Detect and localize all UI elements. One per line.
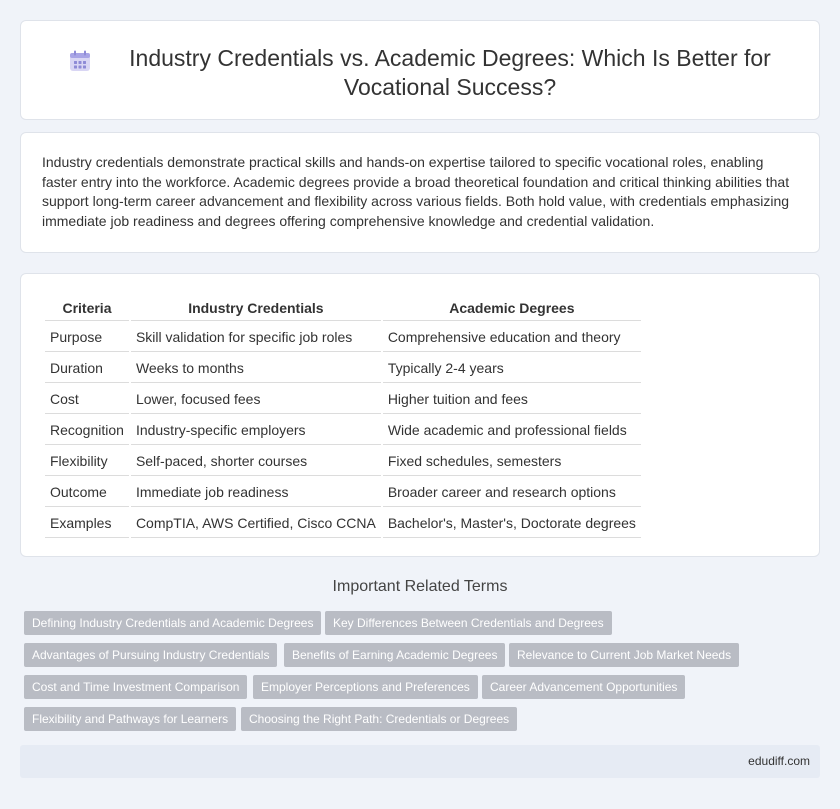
- table-cell: Wide academic and professional fields: [383, 416, 641, 445]
- table-cell: Broader career and research options: [383, 478, 641, 507]
- table-cell: Weeks to months: [131, 354, 381, 383]
- related-terms-heading: Important Related Terms: [332, 578, 508, 595]
- comparison-table: [43, 293, 643, 540]
- table-cell: Bachelor's, Master's, Doctorate degrees: [383, 509, 641, 538]
- related-term-tag[interactable]: Choosing the Right Path: Credentials or Degrees: [241, 707, 517, 731]
- table-cell: CompTIA, AWS Certified, Cisco CCNA: [131, 509, 381, 538]
- related-term-tag[interactable]: Relevance to Current Job Market Needs: [509, 643, 739, 667]
- table-cell: Self-paced, shorter courses: [131, 447, 381, 476]
- related-term-tag[interactable]: Flexibility and Pathways for Learners: [24, 707, 236, 731]
- table-row: [45, 509, 641, 538]
- table-cell: Lower, focused fees: [131, 385, 381, 414]
- column-header-academic-degrees: Academic Degrees: [383, 295, 641, 321]
- table-row: [45, 416, 641, 445]
- comparison-card: [20, 273, 820, 557]
- table-cell: Duration: [45, 354, 129, 383]
- table-row: [45, 478, 641, 507]
- table-row: [45, 323, 641, 352]
- table-cell: Fixed schedules, semesters: [383, 447, 641, 476]
- related-term-tag[interactable]: Employer Perceptions and Preferences: [253, 675, 478, 699]
- table-cell: Examples: [45, 509, 129, 538]
- table-row: [45, 354, 641, 383]
- related-term-tag[interactable]: Key Differences Between Credentials and Degrees: [325, 611, 612, 635]
- footer-site-name: edudiff.com: [748, 754, 810, 768]
- table-cell: Immediate job readiness: [131, 478, 381, 507]
- table-cell: Outcome: [45, 478, 129, 507]
- title-card: [20, 20, 820, 120]
- related-term-tag[interactable]: Career Advancement Opportunities: [482, 675, 685, 699]
- intro-card: [20, 132, 820, 253]
- column-header-industry-credentials: Industry Credentials: [131, 295, 381, 321]
- table-cell: Flexibility: [45, 447, 129, 476]
- table-cell: Higher tuition and fees: [383, 385, 641, 414]
- column-header-criteria: Criteria: [45, 295, 129, 321]
- table-cell: Skill validation for specific job roles: [131, 323, 381, 352]
- calendar-icon: [68, 49, 92, 73]
- table-cell: Purpose: [45, 323, 129, 352]
- table-cell: Typically 2-4 years: [383, 354, 641, 383]
- table-cell: Cost: [45, 385, 129, 414]
- table-cell: Recognition: [45, 416, 129, 445]
- page-title: Industry Credentials vs. Academic Degrees: Which Is Better for Vocational Success?: [129, 45, 771, 100]
- table-header-row: [45, 295, 641, 321]
- intro-paragraph: Industry credentials demonstrate practical skills and hands-on expertise tailored to specific vocational roles, enabling faster entry into the workforce. Academic degrees provide a broad theoretical foundation and critical thinking abilities that support long-term career advancement and flexibility across various fields. Both hold value, with credentials emphasizing immediate job readiness and degrees offering comprehensive knowledge and credential validation.: [42, 154, 790, 229]
- related-term-tag[interactable]: Advantages of Pursuing Industry Credentials: [24, 643, 277, 667]
- footer: [20, 745, 820, 778]
- table-row: [45, 385, 641, 414]
- table-cell: Industry-specific employers: [131, 416, 381, 445]
- related-term-tag[interactable]: Cost and Time Investment Comparison: [24, 675, 247, 699]
- table-cell: Comprehensive education and theory: [383, 323, 641, 352]
- table-row: [45, 447, 641, 476]
- related-term-tag[interactable]: Defining Industry Credentials and Academic Degrees: [24, 611, 321, 635]
- related-term-tag[interactable]: Benefits of Earning Academic Degrees: [284, 643, 505, 667]
